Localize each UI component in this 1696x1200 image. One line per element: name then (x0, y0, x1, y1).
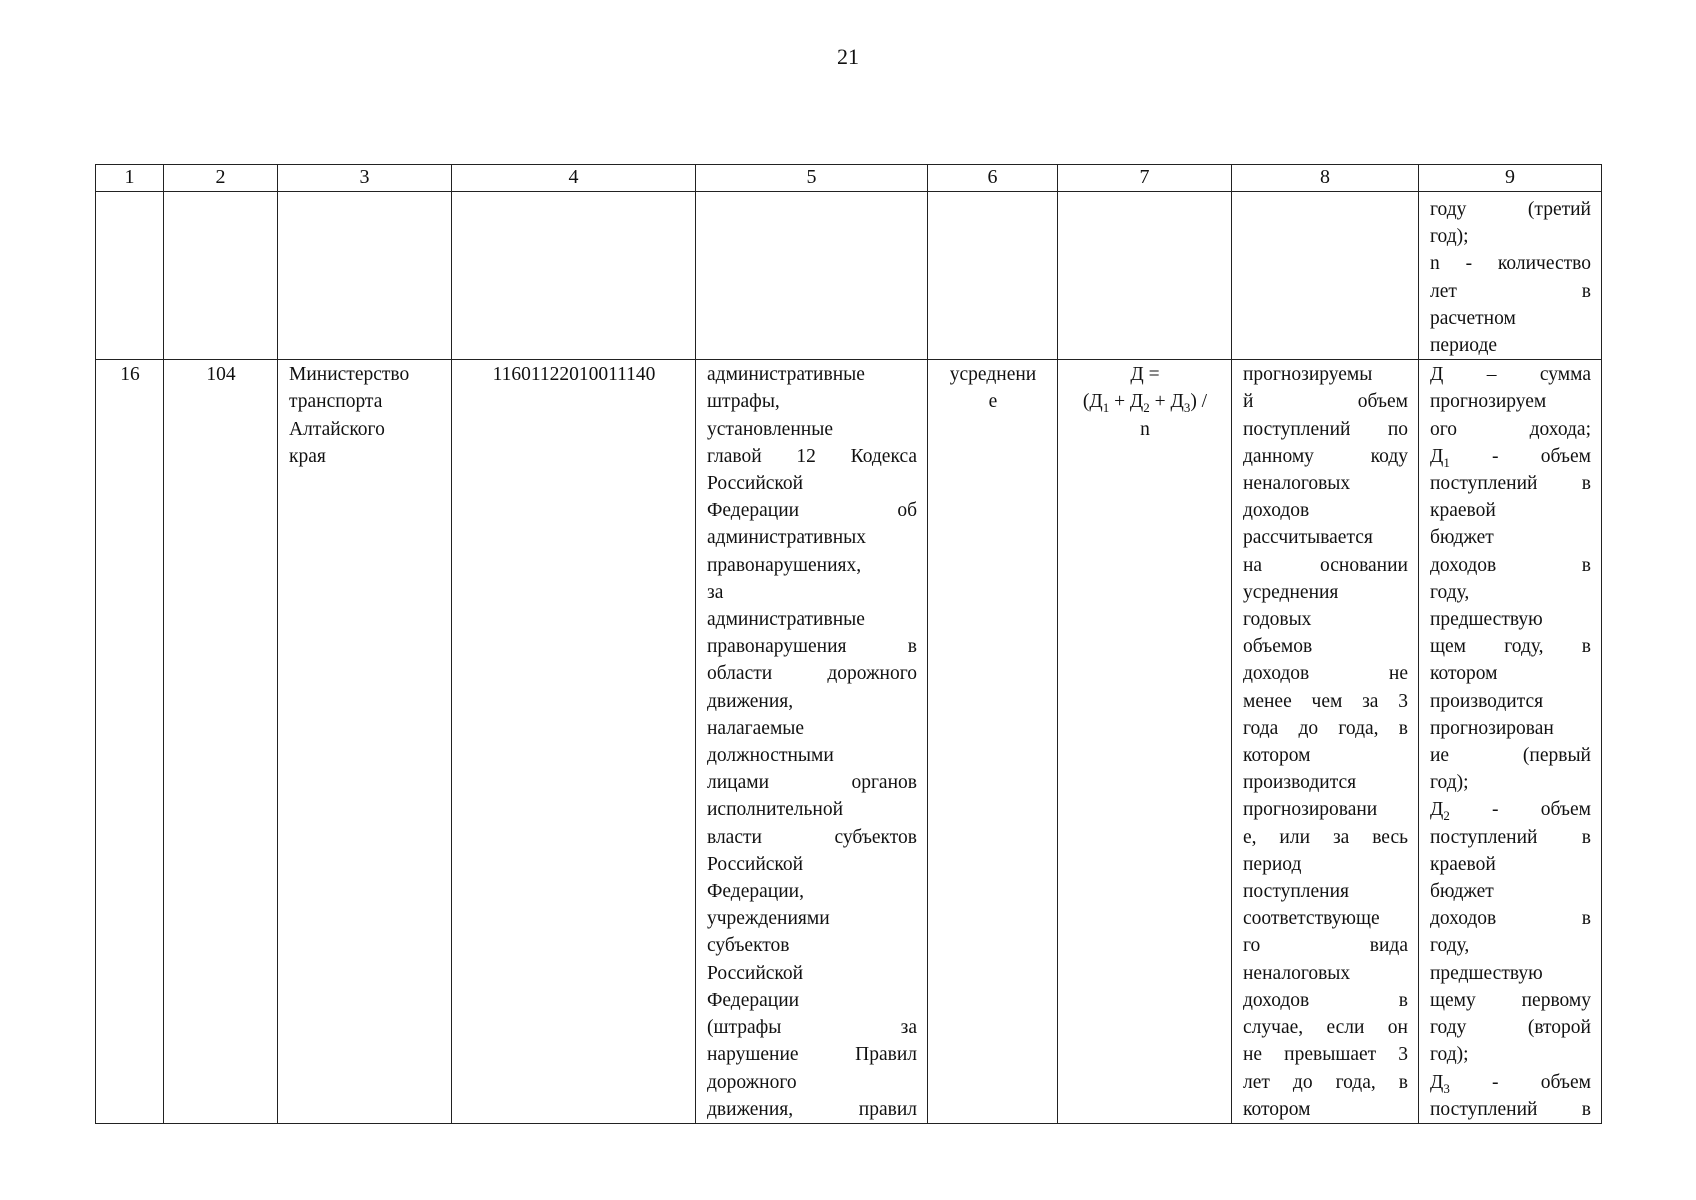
page-number: 21 (837, 44, 859, 69)
text-line: рассчитывается (1243, 527, 1373, 549)
table-row (96, 360, 1602, 1124)
empty-cell (164, 192, 278, 360)
text-line: усреднения (1243, 581, 1339, 603)
text-line: год); (1430, 1044, 1469, 1066)
text-line: на основании (1243, 554, 1408, 576)
text-line: неналоговых (1243, 473, 1351, 495)
header-cell: 4 (452, 165, 696, 192)
revenue-name-lines (707, 361, 917, 1123)
header-cell: 5 (696, 165, 928, 192)
text-line: Алтайского (289, 418, 385, 440)
text-line: (штрафы за (707, 1017, 917, 1039)
indicator-description-cell (1419, 360, 1602, 1124)
text-line: период (1243, 853, 1302, 875)
text-line: административные (707, 609, 865, 631)
text-line: году, (1430, 581, 1470, 603)
empty-cell (1058, 192, 1232, 360)
text-line: краевой (1430, 853, 1496, 875)
text-line: прогнозируем (1430, 391, 1547, 413)
text-line: ие (первый (1430, 745, 1591, 767)
text-line: Д – сумма (1430, 364, 1591, 386)
text-line: края (289, 445, 326, 467)
empty-cell (278, 192, 452, 360)
text-line: прогнозируемы (1243, 364, 1373, 386)
text-line: Российской (707, 853, 804, 875)
text-line: исполнительной (707, 799, 844, 821)
text-line: доходов (1243, 500, 1310, 522)
formula-line-2: $(Д_1 + Д_2 + Д_3)$ / (1082, 391, 1208, 416)
text-line: года до года, в (1243, 717, 1408, 739)
text-line: субъектов (707, 935, 790, 957)
header-cell: 7 (1058, 165, 1232, 192)
text-line: поступления (1243, 881, 1350, 903)
text-line: ого дохода; (1430, 418, 1591, 440)
text-line: учреждениями (707, 908, 830, 930)
text-line: годовых (1243, 609, 1312, 631)
text-line: поступлений в (1430, 826, 1591, 848)
text-line: бюджет (1430, 881, 1494, 903)
text-line: Министерство (289, 364, 410, 386)
empty-cell (96, 192, 164, 360)
text-line: доходов в (1430, 554, 1591, 576)
revenue-name-cell (696, 360, 928, 1124)
text-line: Федерации (707, 989, 800, 1011)
text-line: поступлений по (1243, 418, 1408, 440)
revenue-forecast-table (95, 164, 1602, 1124)
header-cell: 3 (278, 165, 452, 192)
text-line: предшествую (1430, 609, 1543, 631)
empty-cell (1232, 192, 1419, 360)
continuation-description-lines (1430, 196, 1591, 359)
text-line: доходов в (1243, 989, 1408, 1011)
text-line: году (третий (1430, 199, 1591, 220)
text-line: году, (1430, 935, 1470, 957)
text-line: власти субъектов (707, 826, 917, 848)
indicator-description-lines (1430, 361, 1591, 1123)
text-line: е, или за весь (1243, 826, 1408, 848)
text-line: случае, если он (1243, 1017, 1408, 1039)
text-line: бюджет (1430, 527, 1494, 549)
row-number: 16 (96, 360, 164, 1124)
text-line: доходов в (1430, 908, 1591, 930)
text-line: соответствующе (1243, 908, 1380, 930)
text-line: правонарушения в (707, 636, 917, 658)
text-line: объемов (1243, 636, 1313, 658)
text-line: движения, (707, 690, 794, 712)
text-line: не превышает 3 (1243, 1044, 1408, 1066)
text-line: нарушение Правил (707, 1044, 917, 1066)
text-line: усреднени (949, 364, 1037, 386)
text-line: Федерации об (707, 500, 917, 522)
text-line: правонарушениях, (707, 554, 862, 576)
text-line: данному коду (1243, 445, 1408, 467)
text-line: Российской (707, 962, 804, 984)
text-line: котором (1243, 745, 1311, 767)
text-line: поступлений в (1430, 1098, 1591, 1120)
text-line: год); (1430, 772, 1469, 794)
header-cell: 1 (96, 165, 164, 192)
text-line: n - количество (1430, 253, 1591, 275)
method-cell (928, 360, 1058, 1124)
formula-line-1: Д = (1130, 364, 1160, 386)
method-lines (939, 361, 1047, 415)
text-line: щем году, в (1430, 636, 1591, 658)
text-line: поступлений в (1430, 473, 1591, 495)
text-line: за (707, 581, 724, 603)
text-line: штрафы, (707, 391, 780, 413)
header-cell: 8 (1232, 165, 1419, 192)
text-line: лет в (1430, 280, 1591, 302)
text-line: должностными (707, 745, 834, 767)
algorithm-lines (1243, 361, 1408, 1123)
text-line: производится (1430, 690, 1544, 712)
text-line: движения, правил (707, 1098, 917, 1120)
text-line: главой 12 Кодекса (707, 445, 917, 467)
text-line: котором (1430, 663, 1498, 685)
text-line: административных (707, 527, 866, 549)
formula-cell (1058, 360, 1232, 1124)
administrator-name-lines (289, 361, 441, 470)
empty-cell (452, 192, 696, 360)
text-line: менее чем за 3 (1243, 690, 1408, 712)
text-line: неналоговых (1243, 962, 1351, 984)
continuation-row (96, 192, 1602, 360)
text-line: периоде (1430, 335, 1498, 357)
text-line: $Д_1$ - объем (1430, 445, 1591, 470)
text-line: го вида (1243, 935, 1408, 957)
text-line: $Д_2$ - объем (1430, 799, 1591, 824)
text-line: доходов не (1243, 663, 1408, 685)
text-line: налагаемые (707, 717, 805, 739)
text-line: е (988, 391, 998, 413)
text-line: котором (1243, 1098, 1311, 1120)
continuation-description-cell (1419, 192, 1602, 360)
text-line: лет до года, в (1243, 1071, 1408, 1093)
text-line: й объем (1243, 391, 1408, 413)
text-line: краевой (1430, 500, 1496, 522)
text-line: предшествую (1430, 962, 1543, 984)
text-line: $Д_3$ - объем (1430, 1071, 1591, 1096)
text-line: лицами органов (707, 772, 917, 794)
text-line: производится (1243, 772, 1357, 794)
text-line: Российской (707, 473, 804, 495)
text-line: году (второй (1430, 1017, 1591, 1039)
formula-line-3: n (1140, 418, 1150, 440)
text-line: дорожного (707, 1071, 797, 1093)
empty-cell (928, 192, 1058, 360)
text-line: установленные (707, 418, 833, 440)
header-row (96, 165, 1602, 192)
text-line: Федерации, (707, 881, 804, 903)
header-cell: 9 (1419, 165, 1602, 192)
administrator-name-cell (278, 360, 452, 1124)
header-cell: 2 (164, 165, 278, 192)
text-line: щему первому (1430, 989, 1591, 1011)
kbk-code: 11601122010011140 (452, 360, 696, 1124)
algorithm-cell (1232, 360, 1419, 1124)
text-line: области дорожного (707, 663, 917, 685)
text-line: расчетном (1430, 307, 1516, 329)
text-line: транспорта (289, 391, 383, 413)
text-line: год); (1430, 226, 1469, 248)
text-line: прогнозирован (1430, 717, 1554, 739)
header-cell: 6 (928, 165, 1058, 192)
text-line: прогнозировани (1243, 799, 1378, 821)
admin-code: 104 (164, 360, 278, 1124)
text-line: административные (707, 364, 865, 386)
empty-cell (696, 192, 928, 360)
